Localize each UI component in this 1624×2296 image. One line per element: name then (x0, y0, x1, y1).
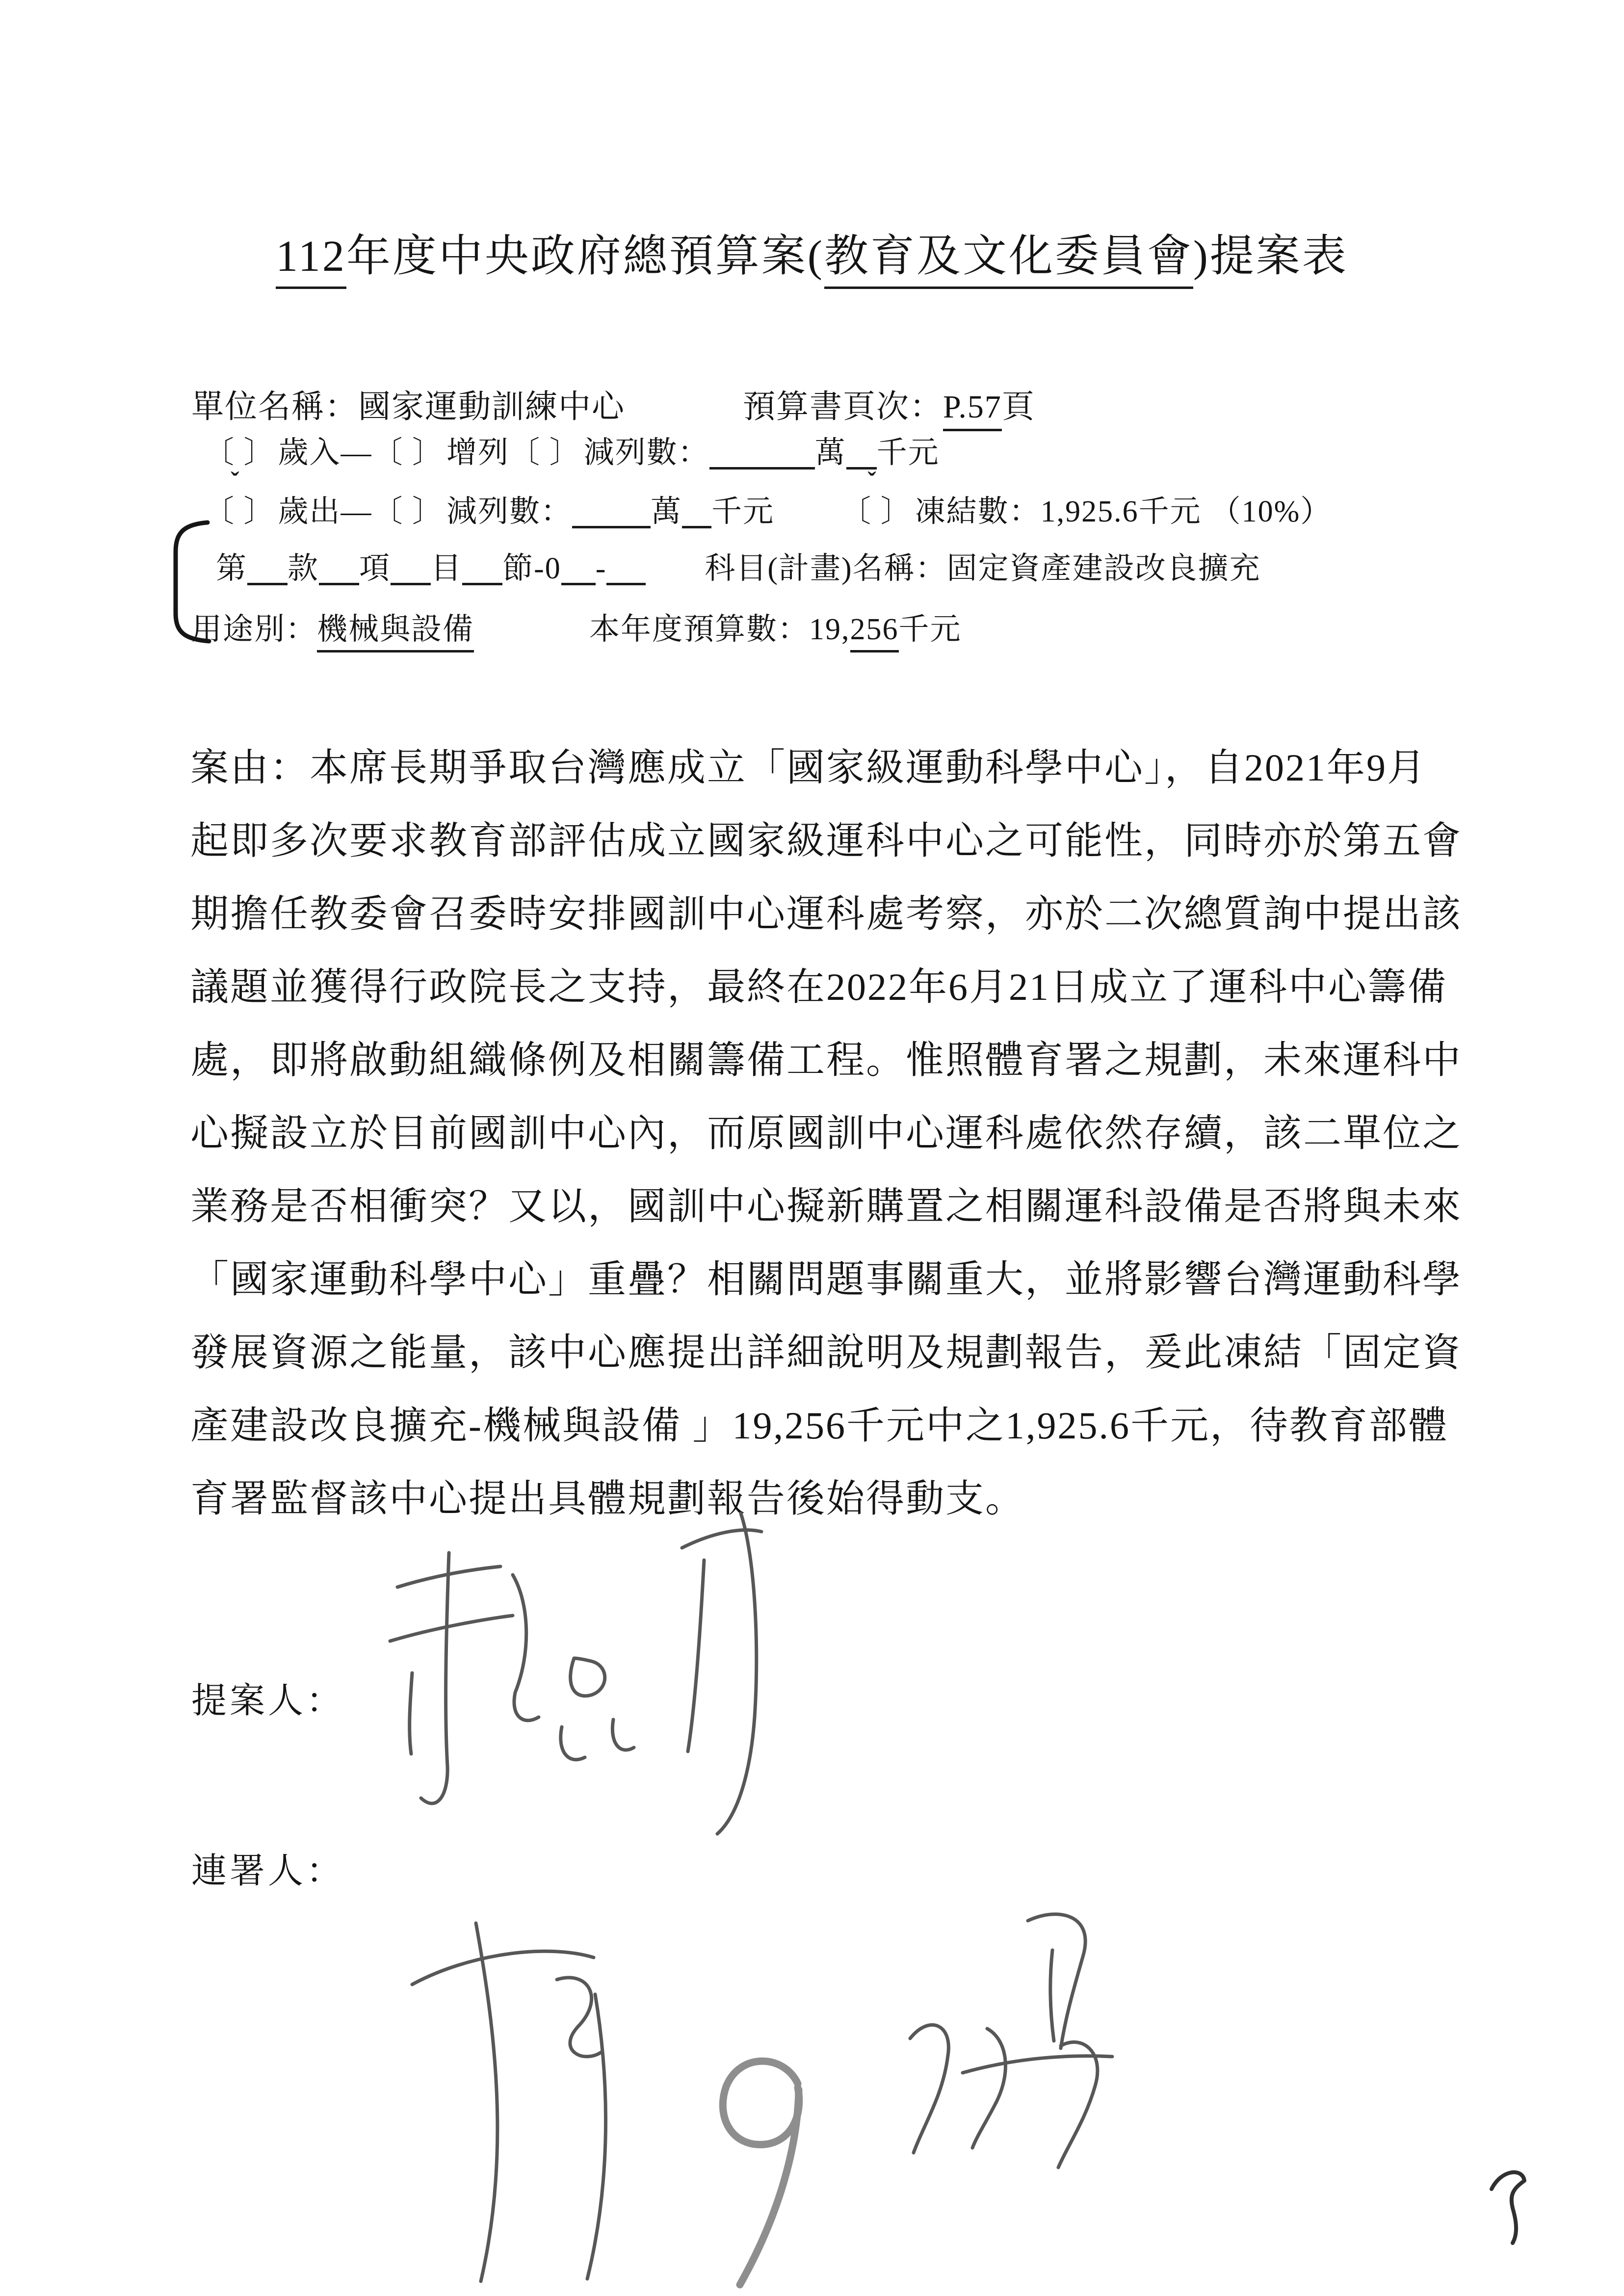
checkbox-brackets: 〔 〕 (509, 436, 581, 470)
blank-amount-wan (572, 526, 651, 528)
signature-stroke (390, 1616, 513, 1641)
clause-di: 第 (216, 552, 248, 585)
subject-label: 科目(計畫)名稱： (705, 552, 947, 585)
checkbox-brackets: 〔 〕 (204, 436, 275, 470)
signature-stroke (561, 1727, 585, 1760)
blank-sub1 (561, 583, 596, 585)
signature-stroke (612, 1720, 634, 1750)
checkbox-brackets: 〔 〕 (204, 495, 275, 528)
body-line: 案由：本席長期爭取台灣應成立「國家級運動科學中心」，自2021年9月 (190, 746, 1427, 789)
body-line: 「國家運動科學中心」重疊？相關問題事關重大，並將影響台灣運動科學 (190, 1258, 1463, 1301)
spacer (774, 521, 840, 522)
budget-value-prefix: 19, (809, 613, 850, 646)
clause-dash: - (595, 552, 607, 585)
clause-jie: 節-0 (502, 552, 561, 585)
title-year: 112 (276, 232, 346, 289)
qianyuan-unit: 千元 (876, 436, 940, 470)
signature-stroke (421, 1553, 449, 1803)
checkbox-brackets: 〔 〕 (372, 436, 444, 470)
body-line: 議題並獲得行政院長之支持，最終在2022年6月21日成立了運科中心籌備 (190, 965, 1448, 1008)
unit-row (191, 380, 1035, 427)
case-body (190, 731, 1462, 1535)
budget-page-suffix: 頁 (1001, 389, 1035, 425)
signature-stroke (1050, 1950, 1054, 2041)
body-line: 期擔任教委會召委時安排國訓中心運科處考察，亦於二次總質詢中提出該 (190, 892, 1463, 935)
clause-kuan: 款 (288, 552, 319, 585)
handwritten-corner-mark-7 (1484, 2159, 1533, 2247)
blank-amount-qian (682, 526, 711, 528)
budget-value-underlined: 256 (850, 613, 899, 652)
blank-amount-wan (709, 467, 815, 470)
signature-stroke (688, 1560, 704, 1751)
handwritten-page-number-9 (702, 2043, 829, 2294)
freeze-value: 1,925.6千元 (1040, 495, 1202, 528)
checkbox-decrease (509, 428, 581, 471)
expense-label: 歲出— (278, 495, 372, 528)
body-line: 發展資源之能量，該中心應提出詳細說明及規劃報告，爰此凍結「固定資 (190, 1331, 1463, 1374)
title-suffix: )提案表 (1193, 232, 1348, 281)
signature-stroke (557, 1978, 602, 2057)
signature-stroke (587, 1994, 606, 2279)
body-line: 心擬設立於目前國訓中心內，而原國訓中心運科處依然存續，該二單位之 (190, 1112, 1463, 1154)
check-mark: ˇ (231, 468, 239, 496)
checkbox-increase (372, 428, 444, 471)
expense-row (204, 468, 1332, 530)
signature-stroke (410, 1673, 412, 1754)
budget-page-label: 預算書頁次： (743, 389, 943, 425)
signature-stroke (1058, 2042, 1098, 2167)
qianyuan-unit: 千元 (711, 495, 775, 528)
unit-label: 單位名稱： (191, 389, 358, 425)
signature-stroke (972, 2029, 1005, 2148)
unit-value: 國家運動訓練中心 (358, 389, 625, 425)
signature-stroke (910, 2025, 948, 2153)
blank-mu (391, 583, 431, 585)
signature-stroke (1028, 1914, 1085, 2048)
cosigner-signature-2 (829, 1884, 1143, 2198)
subject-value: 固定資產建設改良擴充 (946, 552, 1261, 585)
check-mark: ˇ (867, 468, 876, 496)
signature-stroke (717, 1513, 757, 1834)
proposer-signature (339, 1496, 780, 1840)
spacer (1202, 521, 1210, 522)
checkbox-revenue (204, 428, 275, 471)
budget-page-value: P.57 (943, 389, 1002, 431)
body-line: 育署監督該中心提出具體規劃報告後始得動支。 (190, 1477, 1025, 1520)
wan-unit: 萬 (814, 436, 846, 470)
title-committee: 教育及文化委員會 (824, 232, 1193, 289)
digit-stroke (723, 2061, 799, 2144)
body-line: 產建設改良擴充-機械與設備 」19,256千元中之1,925.6千元，待教育部體 (190, 1404, 1448, 1447)
checkbox-brackets: 〔 〕 (840, 495, 912, 528)
increase-label: 增列 (446, 436, 510, 470)
signature-stroke (963, 2056, 1112, 2073)
signature-stroke (513, 1575, 539, 1721)
cosigner-signature-1 (385, 1889, 650, 2291)
clause-row (216, 544, 1261, 587)
digit-stroke (740, 2090, 799, 2285)
signature-stroke (571, 1658, 605, 1696)
page-title (0, 220, 1624, 284)
usage-label: 用途別： (191, 613, 317, 646)
freeze-label: 凍結數： (915, 495, 1041, 528)
clause-xiang: 項 (359, 552, 391, 585)
blank-sub2 (606, 583, 646, 585)
signature-stroke (412, 1951, 594, 1984)
budget-unit: 千元 (898, 613, 962, 646)
decrease-label: 減列數： (583, 436, 709, 470)
title-middle: 年度中央政府總預算案( (346, 232, 824, 281)
checkbox-freeze-checked (840, 468, 912, 530)
mark-stroke (1492, 2172, 1524, 2243)
blank-xiang (319, 583, 359, 585)
body-line: 業務是否相衝突？又以，國訓中心擬新購置之相關運科設備是否將與未來 (190, 1185, 1463, 1227)
body-line: 處，即將啟動組織條例及相關籌備工程。惟照體育署之規劃，未來運科中 (190, 1039, 1463, 1081)
revenue-row (204, 428, 940, 471)
cosigner-label: 連署人： (191, 1852, 345, 1891)
revenue-label: 歲入— (278, 436, 372, 470)
blank-jie (462, 583, 502, 585)
checkbox-expense-decrease (372, 487, 444, 530)
freeze-percent: （10%） (1210, 495, 1332, 528)
body-line: 起即多次要求教育部評估成立國家級運科中心之可能性，同時亦於第五會 (190, 819, 1463, 862)
blank-kuan (247, 583, 288, 585)
expense-decrease-label: 減列數： (446, 495, 573, 528)
checkbox-expense-checked (204, 468, 275, 530)
signature-stroke (476, 1923, 498, 2281)
checkbox-brackets: 〔 〕 (372, 495, 444, 528)
wan-unit: 萬 (651, 495, 682, 528)
proposer-label: 提案人： (191, 1681, 345, 1721)
clause-mu: 目 (431, 552, 463, 585)
budget-label: 本年度預算數： (589, 613, 810, 646)
usage-value: 機械與設備 (317, 613, 474, 652)
usage-row (191, 604, 962, 648)
